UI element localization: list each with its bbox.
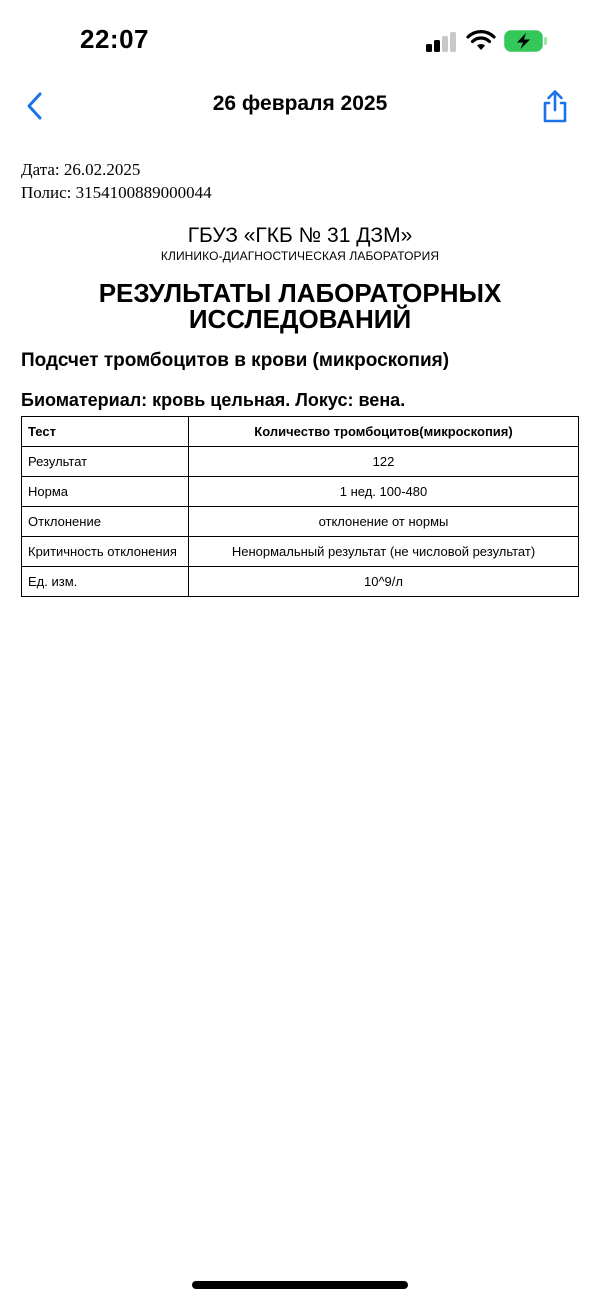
org-name: ГБУЗ «ГКБ № 31 ДЗМ» [187,224,413,247]
row-label: Норма [22,477,189,507]
status-bar [0,0,600,80]
row-value: 122 [189,447,579,477]
table-row [22,537,579,567]
nav-bar [0,80,600,132]
table-header-row [22,417,579,447]
nav-title: 26 февраля 2025 [212,92,388,115]
date-line: Дата: 26.02.2025 [21,160,141,179]
test-name: Подсчет тромбоцитов в крови (микроскопия) [21,350,450,371]
status-time: 22:07 [80,24,149,54]
table-row [22,507,579,537]
row-label: Отклонение [22,507,189,537]
row-value: отклонение от нормы [189,507,579,537]
row-value: 1 нед. 100-480 [189,477,579,507]
row-value: Ненормальный результат (не числовой результат) [189,537,579,567]
document-title: РЕЗУЛЬТАТЫ ЛАБОРАТОРНЫХ ИССЛЕДОВАНИЙ [98,278,502,334]
battery-charging-icon [504,30,548,52]
org-subtitle: КЛИНИКО-ДИАГНОСТИЧЕСКАЯ ЛАБОРАТОРИЯ [160,249,440,263]
table-row [22,477,579,507]
row-label: Ед. изм. [22,567,189,597]
policy-line: Полис: 3154100889000044 [21,183,212,202]
results-table [21,416,579,597]
table-row [22,567,579,597]
home-indicator[interactable] [192,1281,408,1289]
table-header-cell: Тест [22,417,189,447]
wifi-icon [466,30,496,52]
cellular-signal-icon [426,32,458,52]
row-label: Критичность отклонения [22,537,189,567]
share-icon[interactable] [538,88,572,124]
row-label: Результат [22,447,189,477]
row-value: 10^9/л [189,567,579,597]
document [21,158,579,597]
biomaterial-line: Биоматериал: кровь цельная. Локус: вена. [21,390,406,410]
table-header-cell: Количество тромбоцитов(микроскопия) [189,417,579,447]
table-row [22,447,579,477]
